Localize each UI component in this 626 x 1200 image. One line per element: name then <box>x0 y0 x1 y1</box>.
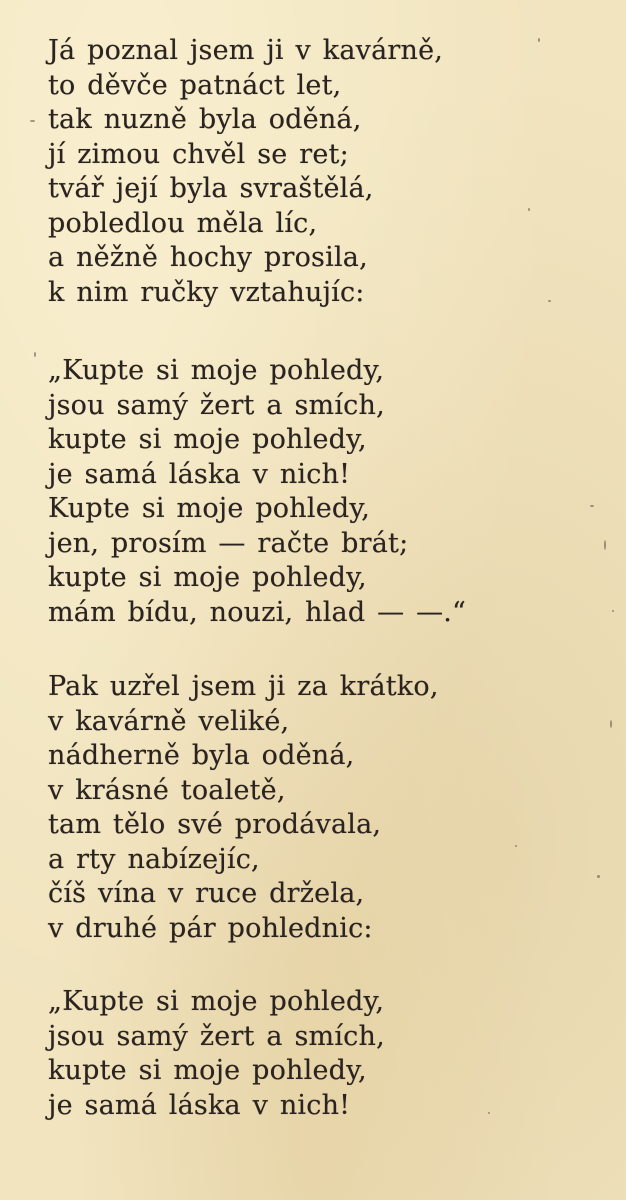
paper-speck <box>604 540 606 550</box>
poem-line: a něžně hochy prosila, <box>48 242 368 273</box>
poem-line: Pak uzřel jsem ji za krátko, <box>48 671 439 702</box>
paper-speck <box>488 1112 490 1114</box>
poem-line: kupte si moje pohledy, <box>48 562 367 593</box>
poem-line: jí zimou chvěl se ret; <box>48 138 349 170</box>
poem-line: jsou samý žert a smích, <box>48 1020 385 1052</box>
poem-line: v kavárně veliké, <box>48 705 290 737</box>
paper-speck <box>590 505 594 507</box>
poem-line: tvář její byla svraštělá, <box>48 173 374 204</box>
poem-line: kupte si moje pohledy, <box>48 424 367 455</box>
stanza-4-refrain <box>48 985 385 1123</box>
poem-line: pobledlou měla líc, <box>48 207 318 239</box>
stanza-2-refrain <box>48 354 466 630</box>
poem-line: v druhé pár pohlednic: <box>48 912 373 944</box>
poem-line: tak nuzně byla oděná, <box>48 104 362 135</box>
paper-speck <box>612 610 614 612</box>
poem-line: to děvče patnáct let, <box>48 69 342 101</box>
paper-speck <box>538 38 540 42</box>
stanza-1 <box>48 34 443 310</box>
stanza-3 <box>48 670 439 946</box>
paper-speck <box>610 720 612 728</box>
poem-line: „Kupte si moje pohledy, <box>48 986 385 1017</box>
poem-line: jsou samý žert a smích, <box>48 389 385 421</box>
poem-line: nádherně byla oděná, <box>48 740 355 771</box>
poem-line: tam tělo své prodávala, <box>48 809 382 840</box>
poem-line: a rty nabízejíc, <box>48 843 260 875</box>
paper-speck <box>597 875 600 878</box>
poem-line: je samá láska v nich! <box>48 458 351 490</box>
paper-speck <box>30 120 35 122</box>
paper-speck <box>34 352 36 357</box>
poem-line: číš vína v ruce držela, <box>48 878 365 909</box>
poem-line: kupte si moje pohledy, <box>48 1055 367 1086</box>
poem-line: „Kupte si moje pohledy, <box>48 355 385 386</box>
poem-line: Kupte si moje pohledy, <box>48 493 371 524</box>
paper-speck <box>528 208 530 211</box>
poem-line: Já poznal jsem ji v kavárně, <box>48 35 444 66</box>
paper-speck <box>515 845 517 847</box>
paper-speck <box>548 300 551 302</box>
poem-line: k nim ručky vztahujíc: <box>48 276 365 308</box>
poem-line: je samá láska v nich! <box>48 1089 351 1121</box>
poem-line: v krásné toaletě, <box>48 774 286 806</box>
poem-line: jen, prosím — račte brát; <box>48 527 409 559</box>
poem-line: mám bídu, nouzi, hlad — —.“ <box>48 596 467 628</box>
